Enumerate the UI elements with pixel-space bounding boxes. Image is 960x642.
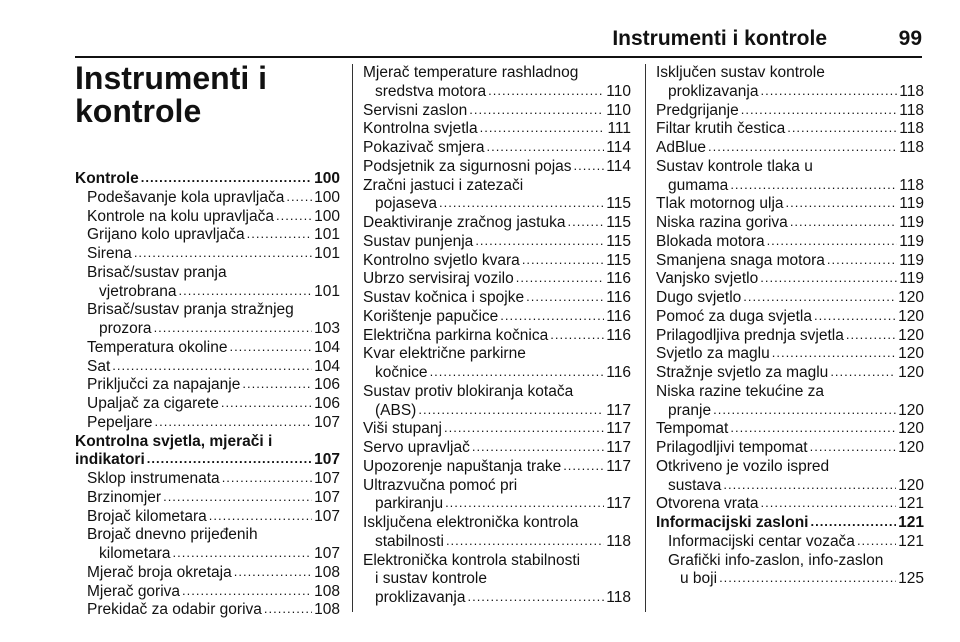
toc-entry[interactable]: Smanjena snaga motora ..... 119 [656,252,924,271]
toc-entry[interactable]: Kontrolno svjetlo kvara ..... 115 [363,252,631,271]
toc-entry[interactable]: Pepeljare ..... 107 [75,414,340,433]
page-number: 99 [898,27,922,50]
toc-entry-line[interactable]: Zračni jastuci i zatezači [363,176,524,194]
toc-entry[interactable]: Predgrijanje ..... 118 [656,102,924,121]
toc-entry[interactable]: Tempomat ..... 120 [656,420,924,439]
toc-entry[interactable]: pranje ..... 120 [656,402,924,421]
toc-entry[interactable]: Vanjsko svjetlo ..... 119 [656,270,924,289]
toc-entry[interactable]: Priključci za napajanje ..... 106 [75,376,340,395]
running-header-title: Instrumenti i kontrole [612,27,827,50]
toc-entry[interactable]: stabilnosti ..... 118 [363,533,631,552]
toc-entry[interactable]: proklizavanja ..... 118 [363,589,631,608]
toc-entry[interactable]: Pokazivač smjera ..... 114 [363,139,631,158]
toc-entry[interactable]: Kontrolna svjetla ..... 111 [363,120,631,139]
toc-entry[interactable]: Mjerač broja okretaja ..... 108 [75,564,340,583]
toc-column-2 [363,64,631,608]
toc-entry[interactable]: Niska razina goriva ..... 119 [656,214,924,233]
toc-entry-line[interactable]: Ultrazvučna pomoć pri [363,476,518,494]
toc-entry[interactable]: Prilagodljivi tempomat ..... 120 [656,439,924,458]
toc-entry[interactable]: Servo upravljač ..... 117 [363,439,631,458]
toc-entry-line[interactable]: Niska razine tekućine za [656,382,824,400]
toc-entry[interactable]: Prilagodljiva prednja svjetla ..... 120 [656,327,924,346]
toc-entry-line[interactable]: i sustav kontrole [375,570,487,588]
toc-entry-line[interactable]: Brisač/sustav pranja stražnjeg [87,301,294,319]
toc-entry-line[interactable]: Brojač dnevno prijeđenih [87,526,258,544]
toc-entry[interactable]: Pomoć za duga svjetla ..... 120 [656,308,924,327]
toc-entry[interactable]: sredstva motora ..... 110 [363,83,631,102]
toc-section-entry[interactable]: Informacijski zasloni ..... 121 [656,514,924,533]
toc-entry[interactable]: Informacijski centar vozača ..... 121 [656,533,924,552]
toc-entry[interactable]: Viši stupanj ..... 117 [363,420,631,439]
page-header [0,0,960,60]
toc-entry[interactable]: Podsjetnik za sigurnosni pojas ..... 114 [363,158,631,177]
toc-entry[interactable]: prozora ..... 103 [75,320,340,339]
toc-entry-line[interactable]: Brisač/sustav pranja [87,263,227,281]
toc-entry[interactable]: Ubrzo servisiraj vozilo ..... 116 [363,270,631,289]
toc-entry[interactable]: gumama ..... 118 [656,177,924,196]
toc-entry-line[interactable]: Isključena elektronička kontrola [363,514,579,531]
toc-entry[interactable]: Tlak motornog ulja ..... 119 [656,195,924,214]
toc-entry[interactable]: u boji ..... 125 [656,570,924,589]
toc-entry[interactable]: kočnice ..... 116 [363,364,631,383]
toc-entry[interactable]: (ABS) ..... 117 [363,402,631,421]
toc-entry[interactable]: Brzinomjer ..... 107 [75,489,340,508]
toc-entry[interactable]: Otvorena vrata ..... 121 [656,495,924,514]
toc-entry[interactable]: sustava ..... 120 [656,477,924,496]
toc-entry[interactable]: parkiranju ..... 117 [363,495,631,514]
toc-column-1 [75,170,340,620]
toc-entry[interactable]: Temperatura okoline ..... 104 [75,339,340,358]
toc-entry[interactable]: Dugo svjetlo ..... 120 [656,289,924,308]
toc-entry[interactable]: kilometara ..... 107 [75,545,340,564]
toc-entry[interactable]: Podešavanje kola upravljača ..... 100 [75,189,340,208]
toc-entry-line[interactable]: Kvar električne parkirne [363,345,526,363]
toc-entry[interactable]: Sustav punjenja ..... 115 [363,233,631,252]
toc-entry[interactable]: Sklop instrumenata ..... 107 [75,470,340,489]
toc-entry-line[interactable]: Sustav kontrole tlaka u [656,157,813,175]
toc-section-line[interactable]: Kontrolna svjetla, mjerači i [75,432,273,450]
toc-entry[interactable]: Blokada motora ..... 119 [656,233,924,252]
toc-entry[interactable]: Deaktiviranje zračnog jastuka ..... 115 [363,214,631,233]
toc-entry[interactable]: Brojač kilometara ..... 107 [75,508,340,527]
toc-entry[interactable]: vjetrobrana ..... 101 [75,283,340,302]
toc-entry[interactable]: pojaseva ..... 115 [363,195,631,214]
toc-entry[interactable]: Korištenje papučice ..... 116 [363,308,631,327]
toc-entry[interactable]: AdBlue ..... 118 [656,139,924,158]
toc-entry[interactable]: Sirena ..... 101 [75,245,340,264]
toc-entry[interactable]: Filtar krutih čestica ..... 118 [656,120,924,139]
header-rule [75,56,922,58]
toc-entry[interactable]: Grijano kolo upravljača ..... 101 [75,226,340,245]
toc-section-entry[interactable]: Kontrole ..... 100 [75,170,340,189]
toc-column-3 [656,64,924,589]
column-divider [352,64,353,612]
toc-entry[interactable]: Servisni zaslon ..... 110 [363,102,631,121]
toc-entry[interactable]: Sat ..... 104 [75,358,340,377]
toc-entry[interactable]: Kontrole na kolu upravljača ..... 100 [75,208,340,227]
toc-section-entry[interactable]: indikatori ..... 107 [75,451,340,470]
toc-entry[interactable]: Stražnje svjetlo za maglu ..... 120 [656,364,924,383]
column-divider [645,64,646,612]
toc-entry[interactable]: Upaljač za cigarete ..... 106 [75,395,340,414]
toc-entry[interactable]: Mjerač goriva ..... 108 [75,583,340,602]
toc-entry-line[interactable]: Sustav protiv blokiranja kotača [363,382,574,400]
toc-entry-line[interactable]: Isključen sustav kontrole [656,64,825,81]
toc-entry[interactable]: Sustav kočnica i spojke ..... 116 [363,289,631,308]
toc-entry[interactable]: Upozorenje napuštanja trake ..... 117 [363,458,631,477]
toc-entry[interactable]: Električna parkirna kočnica ..... 116 [363,327,631,346]
toc-entry-line[interactable]: Otkriveno je vozilo ispred [656,457,830,475]
toc-entry[interactable]: Svjetlo za maglu ..... 120 [656,345,924,364]
toc-entry[interactable]: proklizavanja ..... 118 [656,83,924,102]
toc-entry-line[interactable]: Elektronička kontrola stabilnosti [363,551,581,569]
chapter-title: Instrumenti i kontrole [75,60,268,129]
toc-entry-line[interactable]: Grafički info-zaslon, info-zaslon [668,551,884,569]
toc-entry-line[interactable]: Mjerač temperature rashladnog [363,64,579,81]
toc-entry[interactable]: Prekidač za odabir goriva ..... 108 [75,601,340,620]
